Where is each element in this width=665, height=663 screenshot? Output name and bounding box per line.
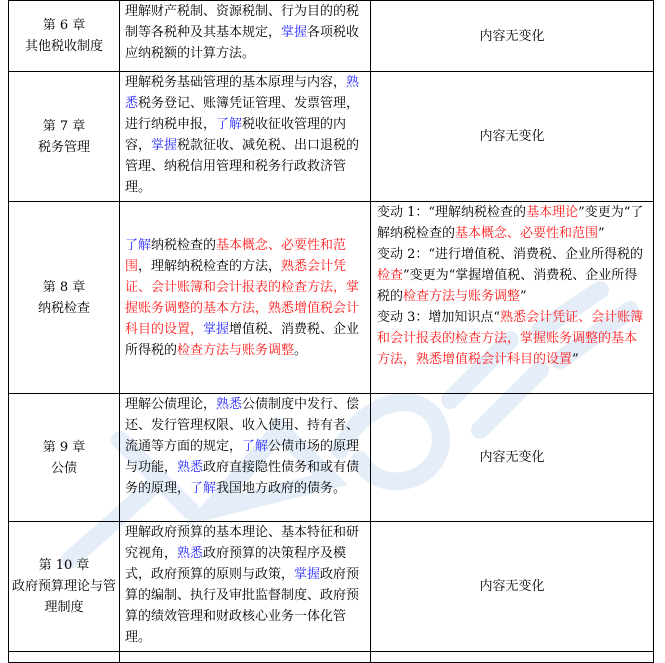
change-highlight: 基本概念、必要性和范围 — [455, 226, 599, 241]
verb-highlight: 掌握 — [151, 138, 178, 153]
text-segment: 增值税、消费税、企业所得税的 — [125, 321, 360, 358]
chapter-title: 其他税收制度 — [24, 39, 103, 54]
requirement-cell — [120, 394, 371, 522]
table-row — [9, 72, 654, 202]
chapter-title: 纳税检查 — [37, 300, 90, 316]
requirement-cell — [120, 72, 371, 202]
change-item-3 — [377, 307, 647, 370]
table-row — [9, 394, 654, 522]
verb-highlight: 熟悉 — [177, 546, 204, 561]
text-segment: ” — [598, 226, 605, 241]
text-segment: 理解政府预算的基本理论、基本特征和研究视角， — [125, 525, 360, 561]
verb-highlight: 掌握 — [294, 567, 321, 582]
requirement-cell — [120, 202, 371, 394]
text-segment: 变动 2：“进行增值税、消费税、企业所得税的 — [377, 247, 644, 262]
change-highlight: 检查 — [377, 268, 404, 283]
text-segment: ，理解纳税检查的方法， — [138, 258, 282, 274]
change-cell: 内容无变化 — [371, 522, 654, 652]
chapter-cell — [9, 1, 120, 72]
requirement-cell — [120, 652, 371, 663]
text-segment: 纳税检查的 — [151, 237, 217, 253]
requirement-cell — [120, 522, 371, 652]
verb-highlight: 熟悉 — [177, 460, 204, 475]
chapter-number: 第 9 章 — [42, 439, 86, 455]
change-highlight: 熟悉会计凭证、会计账簿和会计报表的检查方法，掌握账务调整的基本方法，熟悉增值税会计科目的设置 — [377, 310, 644, 367]
chapter-title: 税务管理 — [37, 139, 90, 155]
table-row — [9, 202, 654, 394]
change-highlight: 基本概念、必要性和范围 — [125, 237, 347, 274]
chapter-number: 第 8 章 — [42, 279, 86, 295]
chapter-number: 第 7 章 — [42, 118, 86, 134]
text-segment: 变动 3：增加知识点“ — [377, 310, 501, 325]
verb-highlight: 掌握 — [281, 25, 308, 40]
text-segment: 政府直接隐性债务和或有债务的原理， — [125, 460, 360, 496]
change-cell — [371, 202, 654, 394]
table-row — [9, 522, 654, 652]
text-segment: 公债市场的原理与功能， — [125, 439, 360, 475]
change-item-1 — [377, 202, 647, 244]
chapter-cell — [9, 202, 120, 394]
chapter-title: 政府预算理论与管理制度 — [11, 579, 116, 615]
text-segment: 税收征收管理的内容， — [125, 117, 347, 153]
change-cell — [371, 652, 654, 663]
chapter-title: 公债 — [50, 460, 77, 476]
change-item-2 — [377, 244, 647, 307]
change-highlight: 检查方法与账务调整 — [177, 342, 295, 358]
text-segment: 理解公债理论， — [125, 397, 217, 412]
change-highlight: 熟悉会计凭证、会计账簿和会计报表的检查方法，掌握账务调整的基本方法，熟悉增值税会计科目的设置， — [125, 258, 360, 337]
text-segment: ”变更为“掌握增值税、消费税、企业所得税的 — [377, 268, 638, 304]
change-cell: 内容无变化 — [371, 394, 654, 522]
chapter-cell — [9, 522, 120, 652]
change-highlight: 基本理论 — [526, 205, 579, 220]
text-segment: 。 — [294, 342, 308, 358]
change-cell: 内容无变化 — [371, 1, 654, 72]
text-segment: 政府预算的决策程序及模式，政府预算的原则与政策， — [125, 546, 347, 582]
table-row-partial — [9, 652, 654, 663]
chapter-cell — [9, 652, 120, 663]
text-segment: 公债制度中发行、偿还、发行管理权限、收入使用、持有者、流通等方面的规定， — [125, 397, 360, 454]
text-segment: 税款征收、减免税、出口退税的管理、纳税信用管理和税务行政救济管理。 — [125, 138, 360, 195]
text-segment: 理解税务基础管理的基本原理与内容， — [125, 75, 347, 90]
text-segment: 各项税收应纳税额的计算方法。 — [125, 25, 360, 61]
text-segment: ” — [572, 352, 579, 367]
text-segment: 我国地方政府的债务。 — [216, 481, 347, 496]
requirement-cell — [120, 1, 371, 72]
verb-highlight: 了解 — [190, 481, 217, 496]
verb-highlight: 掌握 — [203, 321, 230, 337]
change-cell: 内容无变化 — [371, 72, 654, 202]
syllabus-table — [8, 0, 654, 663]
verb-highlight: 了解 — [125, 237, 152, 253]
verb-highlight: 了解 — [216, 117, 243, 132]
verb-highlight: 熟悉 — [216, 397, 243, 412]
text-segment: 税务登记、账簿凭证管理、发票管理，进行纳税申报， — [125, 96, 360, 132]
text-segment: ” — [520, 289, 527, 304]
table-row — [9, 1, 654, 72]
chapter-number: 第 6 章 — [42, 18, 86, 33]
chapter-cell — [9, 72, 120, 202]
verb-highlight: 熟悉 — [125, 75, 360, 111]
change-highlight: 检查方法与账务调整 — [403, 289, 521, 304]
text-segment: ”变更为“了解纳税检查的 — [377, 205, 644, 241]
chapter-number: 第 10 章 — [38, 558, 90, 573]
chapter-cell — [9, 394, 120, 522]
text-segment: 变动 1：“理解纳税检查的 — [377, 205, 527, 220]
verb-highlight: 了解 — [242, 439, 269, 454]
text-segment: 理解财产税制、资源税制、行为目的的税制等各税种及其基本规定， — [125, 4, 360, 40]
text-segment: 政府预算的编制、执行及审批监督制度、政府预算的绩效管理和财政核心业务一体化管理。 — [125, 567, 360, 645]
